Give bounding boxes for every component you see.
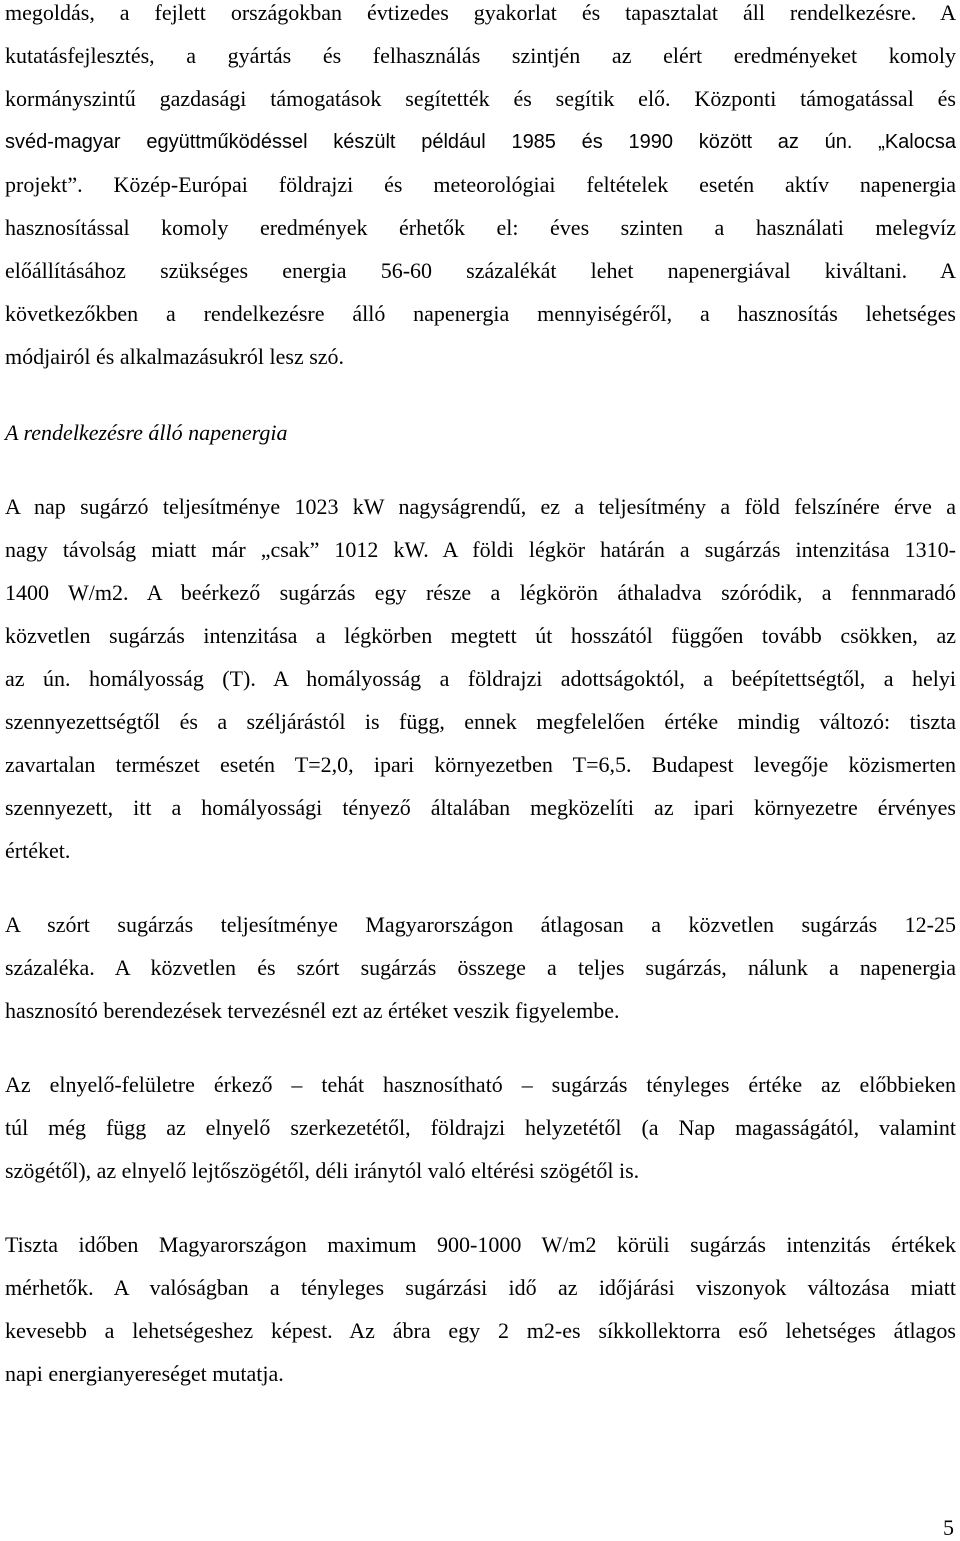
text-line: kutatásfejlesztés, a gyártás és felhasználás szintjén az elért eredményeket komoly xyxy=(5,43,956,68)
text-line: A szórt sugárzás teljesítménye Magyarországon átlagosan a közvetlen sugárzás 12-25 xyxy=(5,912,956,937)
text-line: kormányszintű gazdasági támogatások segítették és segítik elő. Központi támogatással és xyxy=(5,86,956,111)
text-line: 1400 W/m2. A beérkező sugárzás egy része a légkörön áthaladva szóródik, a fennmaradó xyxy=(5,580,956,605)
page-number: 5 xyxy=(943,1515,954,1540)
section-heading: A rendelkezésre álló napenergia xyxy=(5,420,288,445)
text-line: A nap sugárzó teljesítménye 1023 kW nagyságrendű, ez a teljesítmény a föld felszínére érve a xyxy=(5,494,956,519)
text-line: zavartalan természet esetén T=2,0, ipari környezetben T=6,5. Budapest levegője közismerten xyxy=(5,752,956,777)
text-line: értéket. xyxy=(5,838,71,863)
text-line: következőkben a rendelkezésre álló napenergia mennyiségéről, a hasznosítás lehetséges xyxy=(5,301,956,326)
text-line: Az elnyelő-felületre érkező – tehát hasznosítható – sugárzás tényleges értéke az előbbieken xyxy=(5,1072,956,1097)
text-line: Tiszta időben Magyarországon maximum 900-1000 W/m2 körüli sugárzás intenzitás értékek xyxy=(5,1232,956,1257)
text-line: szennyezettségtől és a széljárástól is függ, ennek megfelelően értéke mindig változó: tiszta xyxy=(5,709,956,734)
text-line: az ún. homályosság (T). A homályosság a földrajzi adottságoktól, a beépítettségtől, a helyi xyxy=(5,666,956,691)
text-line: hasznosítással komoly eredmények érhetők el: éves szinten a használati melegvíz xyxy=(5,215,956,240)
text-line: megoldás, a fejlett országokban évtizedes gyakorlat és tapasztalat áll rendelkezésre. A xyxy=(5,0,956,25)
text-line: hasznosító berendezések tervezésnél ezt az értéket veszik figyelembe. xyxy=(5,998,620,1023)
text-line: előállításához szükséges energia 56-60 százalékát lehet napenergiával kiváltani. A xyxy=(5,258,956,283)
text-line: kevesebb a lehetségeshez képest. Az ábra egy 2 m2-es síkkollektorra eső lehetséges átlagos xyxy=(5,1318,956,1343)
text-line: százaléka. A közvetlen és szórt sugárzás összege a teljes sugárzás, nálunk a napenergia xyxy=(5,955,956,980)
text-line: projekt”. Közép-Európai földrajzi és meteorológiai feltételek esetén aktív napenergia xyxy=(5,172,956,197)
text-line: mérhetők. A valóságban a tényleges sugárzási idő az időjárási viszonyok változása miatt xyxy=(5,1275,956,1300)
text-line: svéd-magyar együttműködéssel készült például 1985 és 1990 között az ún. „Kalocsa xyxy=(5,131,956,153)
text-line: szennyezett, itt a homályossági tényező általában megközelíti az ipari környezetre érvényes xyxy=(5,795,956,820)
text-line: napi energianyereséget mutatja. xyxy=(5,1361,284,1386)
text-line: közvetlen sugárzás intenzitása a légkörben megtett út hosszától függően tovább csökken, az xyxy=(5,623,956,648)
text-line: módjairól és alkalmazásukról lesz szó. xyxy=(5,344,345,369)
text-line: túl még függ az elnyelő szerkezetétől, földrajzi helyzetétől (a Nap magasságától, valamint xyxy=(5,1115,956,1140)
text-line: nagy távolság miatt már „csak” 1012 kW. A földi légkör határán a sugárzás intenzitása 1310- xyxy=(5,537,956,562)
text-line: szögétől), az elnyelő lejtőszögétől, déli iránytól való eltérési szögétől is. xyxy=(5,1158,640,1183)
